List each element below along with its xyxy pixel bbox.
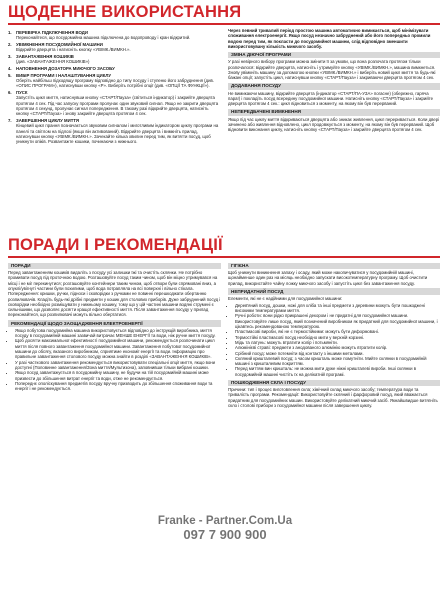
step-text: (див. «ЗАВАНТАЖЕННЯ КОШИКІВ») xyxy=(16,58,90,64)
auto-off-note: Через певний тривалий період простою машина автоматично вимикається, щоб мінімізувати споживання електроенергії. Якщо посуд незначно забруднений або його попередньо промили водою перед тим, як покласти до посудомийної машини, слід відповідно зменшити використовувану кількість миючого засобу. xyxy=(228,28,431,49)
step-number: 4. xyxy=(8,65,12,71)
unsuitable-list-item: • Ручні роботи: вони рідко прикрашені декором і не придатні для посудомийної машини. Використовуйте лише посуд, який позначений виробником як придатний для посудомийної машини, і цікавтесь рекомендованою температурою. xyxy=(235,313,440,329)
unsuitable-list-item: • Пластмасові вироби, які не є термостійкими: можуть бути деформовані. xyxy=(235,329,440,334)
step-number: 7. xyxy=(8,117,12,123)
steps-list xyxy=(8,28,221,144)
step-text: Кінцевий цикл прання позначається звуковим сигналом і миготливим індикатором циклу програми на панелі та світлом на підлозі (якщо він активований). Відкрийте дверцята і вимкніть прилад, натиснувши кнопку «УВІМК./ВИМКН.». Зачекайте кілька хвилин перед тим, як витягти посуд, щоб уникнути опіків. Розвантажте кошики, починаючи з нижнього. xyxy=(16,123,219,145)
eco-list xyxy=(8,328,221,392)
step-title: ЗАВЕРШЕННЯ ЦИКЛУ МИТТЯ xyxy=(16,117,79,123)
adding-dishes-text: Не вимикаючи машину, відкрийте дверцята (індикатор «СТАРТ/ПА-УЗА» погасне) (обережно, гаряча пара!) і покладіть посуд всередину посудомийної машини. Натисніть кнопку «СТАРТ/Пауза» і закрийте дверцята протягом 4 сек.: цикл відновиться з моменту, на якому він був перерваний. xyxy=(228,90,434,107)
unsuitable-list-item: • Алюмінієві стравi: предмети з анодованого алюмінію можуть втратити колір. xyxy=(235,345,440,350)
section2-title: ПОРАДИ І РЕКОМЕНДАЦІЇ xyxy=(8,236,223,254)
step-number: 6. xyxy=(8,89,12,95)
step-number: 3. xyxy=(8,53,12,59)
step-title: УВІМКНЕННЯ ПОСУДОМИЙНОЇ МАШИНИ xyxy=(16,41,103,47)
interruption-heading: НЕПЕРЕДБАЧЕНІ ВИМКНЕННЯ xyxy=(228,109,440,116)
unsuitable-heading: НЕПРИДАТНИЙ ПОСУД xyxy=(228,288,440,295)
step-number: 1. xyxy=(8,29,12,35)
tips-heading: ПОРАДИ xyxy=(8,263,221,270)
eco-list-item: • Якщо побутова посудомийна машина використовується відповідно до інструкцій виробника, миття посуду в посудомийній машині зазвичай витрачає МЕНШЕ ЕНЕРГІЇ та води, ніж ручне миття посуду. xyxy=(15,328,221,339)
unsuitable-list-item: • Дерев'яний посуд, дошки, ножі для хліба та інші предмети з деревини можуть бути пошкоджені високими температурами миття. xyxy=(235,303,440,314)
change-program-text: У разі невірного вибору програми можна змінити її за умови, що вона розпочата протягом тільки розпочалося: відкрийте дверцята, натисніть і утримуйте кнопку «УВІМК./ВИМКН.», машина вимкнеться. Знову увімкніть машину за допомогою кнопки «УВІМК./ВИМКН.» і виберіть новий цикл миття та будь-які бажані опції; запустіть цикл, натиснувши кнопку «СТАРТ/Пауза» і закриваючи дверцята протягом 4 сек. xyxy=(228,59,436,81)
watermark xyxy=(150,515,300,541)
hygiene-text: Щоб уникнути виникнення запаху і осаду, який може накопичуватися у посудомийній машині, щонайменше один раз на місяць необхідно запускати високотемпературну програму. Щоб очистити прилад, використайте чайну ложку миючого засобу і запустіть цикл без завантаження посуду. xyxy=(228,270,428,286)
step-number: 5. xyxy=(8,72,12,78)
interruption-text: Якщо під час циклу миття відкриваються дверцята або зникає живлення, цикл переривається. Коли двері зачинено або живлення відновлено, цикл продовжується з моменту, на якому він був перерваний. Щоб відновити виконання циклу, натисніть кнопку «СТАРТ/Пауза» і закрийте дверцята протягом 4 сек. xyxy=(228,116,440,133)
eco-list-item: • Попереднє ополіскування предметів посуду вручну призводить до збільшення споживання води та енергії і не рекомендується. xyxy=(15,381,221,392)
step-text: Запустіть цикл миття, натиснувши кнопку «СТАРТ/Пауза» (світиться індикатор) і закрийте дверцята протягом 4 сек. Під час запуску програми пролунає один звуковий сигнал. Якщо не закрити дверцята протягом 4 секунд, пролунає сигнал попередження. В такому разі відкрийте дверцята, натисніть кнопку «СТАРТ/Пауза» і знову закрийте дверцята протягом 4 сек. xyxy=(16,95,219,117)
step-text: Відкрийте дверцята і натисніть кнопку «УВІМК./ВИМКН.». xyxy=(16,46,131,52)
damage-heading: ПОШКОДЖЕННЯ СКЛА І ПОСУДУ xyxy=(228,380,440,387)
unsuitable-list xyxy=(228,303,440,377)
unsuitable-intro: Елементи, які не є надійними для посудомийної машини: xyxy=(228,296,343,302)
step-text: Переконайтеся, що посудомийна машина підключена до водопроводу і кран відкритий. xyxy=(16,34,191,40)
unsuitable-list-item: • Термостійкі пластмасові посуд необхідно мити у верхній корзині. xyxy=(235,335,440,340)
section1-right-column xyxy=(228,28,440,134)
unsuitable-list-item: • Скляний кришталевий посуд: з часом кришталь може помутніти. Мийте склянки в посудомийній машині з кришталевим покриттям. xyxy=(235,356,440,367)
step-title: ВИБІР ПРОГРАМИ І НАЛАШТУВАННЯ ЦИКЛУ xyxy=(16,72,112,78)
step-title: НАПОВНЕННЯ ДОЗАТОРА МИЮЧОГО ЗАСОБУ xyxy=(16,65,115,71)
unsuitable-list-item: • Срібний посуд: може потемніти від контакту з іншими металами. xyxy=(235,351,440,356)
section2-divider xyxy=(8,256,440,258)
watermark-site: Franke - Partner.Com.Ua xyxy=(157,515,293,527)
step-title: ЗАВАНТАЖЕННЯ КОШИКІВ xyxy=(16,53,74,59)
eco-list-item: • Щоб досягти максимальної ефективності посудомийної машини, рекомендується розпочинати цикл миття після повного завантаження посудомийної машини. Завантаження побутової посудомийної машини до обсягу, вказаного виробником, сприятиме економії енергії та води. Інформацію про правильне завантаження столового посуду можна знайти в розділі «ЗАВАНТАЖЕННЯ КОШИКІВ». xyxy=(15,338,221,359)
eco-heading: РЕКОМЕНДАЦІЇ ЩОДО ЗАОЩАДЖЕННЯ ЕЛЕКТРОЕНЕРГІЇ xyxy=(8,320,221,327)
section2-left-column xyxy=(8,260,221,391)
section1-title: ЩОДЕННЕ ВИКОРИСТАННЯ xyxy=(8,3,242,21)
eco-list-item: • У разі часткового завантаження рекомендується використовувати спеціальні опції миття, якщо вони доступні (Половинне завантаження/Зона миття/Мультизона), заповнивши тільки вибрані кошики. xyxy=(15,360,221,371)
damage-text: Причини: тип і процес виготовлення скла; хімічний склад миючого засобу; температура води та тривалість програми. Рекомендації: Використовуйте скляний і фарфоровий посуд, який вважається придатним для посудомийних машин. Використовуйте делікатний миючий засіб. Якнайшвидше витягніть скло і столові прибори з посудомийної машини після завершення циклу. xyxy=(228,387,438,409)
section1-divider xyxy=(8,23,440,25)
adding-dishes-heading: ДОДАВАННЯ ПОСУДУ xyxy=(228,83,440,90)
step-title: ПЕРЕВІРКА ПІДКЛЮЧЕННЯ ВОДИ xyxy=(16,29,88,35)
step-title: ПУСК xyxy=(16,89,28,95)
change-program-heading: ЗМІНА ДІЮЧОЇ ПРОГРАМИ xyxy=(228,52,440,59)
eco-list-item: • Якщо посуд завантажується в посудомийну машину, не будучи на тій посудомийній машині може призвести до збільшення витрат енергії та води, отже не рекомендується. xyxy=(15,370,221,381)
unsuitable-list-item: • Мідь та латунь: можуть втратити колір і потьмяніти. xyxy=(235,340,440,345)
step-number: 2. xyxy=(8,41,12,47)
tips-text: Перед завантаженням кошиків видаліть з посуду усі залишки їжі та очистіть склянки. Не потрібно промивати посуд під проточною водою. Розташовуйте посуд таким чином, щоб він міцно утримувався на місці і не міг перекинутися; розташовуйте контейнери таким чином, щоб отвори були спрямовані вниз, а опуклі/увігнуті частини були похилими, щоб вода потрапляла на всі поверхні і вільно стікала. Попередження: кришки, ручки, підноси і сковорідки з ручками не повинні перешкоджати обертанню розпилювачів. Кладіть будь-які дрібні предмети у кошик для столових приборів. Дуже забруднений посуд і сковорідки необхідно розміщувати у нижньому кошику, тому що у цій частині машини водяні струмені є сильнішими, що дозволяє досягти кращої ефективності миття. Після завантаження посуду у прилад переконайтеся, що розпилювачі можуть вільно обертатися. xyxy=(8,270,221,318)
section2-right-column xyxy=(228,260,440,410)
unsuitable-list-item: • Перед миттям вин кришталь: не можна мити дуже ніжні кришталеві вироби. Інші склянки в посудомийній машині чистіть їх на делікатній програмі. xyxy=(235,366,440,377)
watermark-phone: 097 7 900 900 xyxy=(183,527,267,542)
hygiene-heading: ГІГІЄНА xyxy=(228,263,440,270)
step-row xyxy=(8,66,221,71)
step-text: Оберіть найбільш підходящу програму відповідно до типу посуду і ступеню його забруднення (див. «ОПИС ПРОГРАМ»), натиснувши кнопку «P». Виберіть потрібні опції (див. «ОПЦІЇ ТА ФУНКЦІЇ»). xyxy=(16,77,214,89)
